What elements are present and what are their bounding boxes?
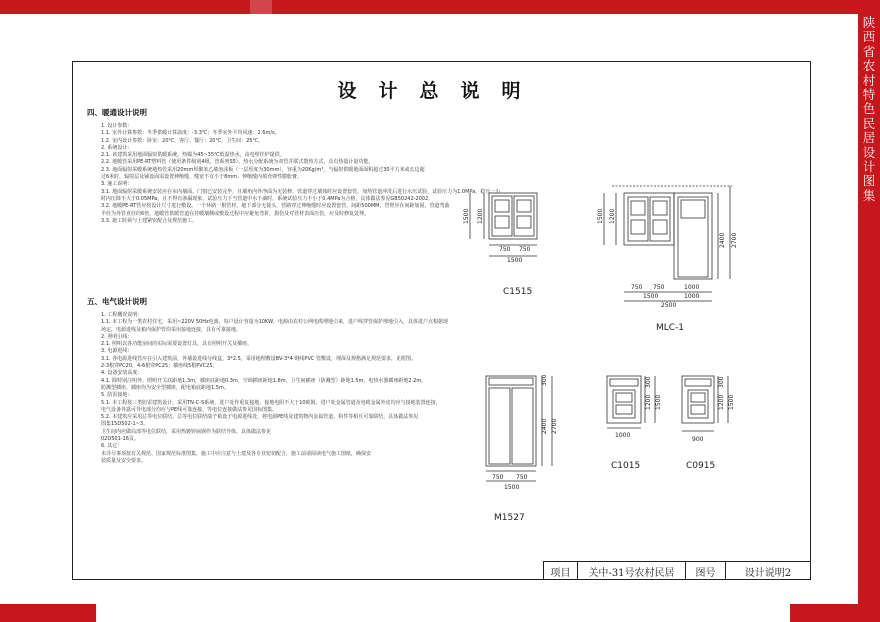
hvac-heading: 四、暖通设计说明 — [87, 108, 147, 117]
main-title: 设计总说明 — [337, 80, 543, 102]
electrical-text-line: 卫生间内应做局部等电位联结，采用热镀锌扁钢作为联结导体，具体做法参见 — [101, 428, 272, 435]
hvac-text-line: 2. 系统设计： — [101, 144, 133, 151]
electrical-text-line: 未详尽事项按有关规范、国家规范标准图集，施工中应注意与土建及各专业密切配合，施工前请阅读电气施工图纸，确保安 — [101, 450, 372, 457]
electrical-text-line: 电气设备外露可导电部分均应与PE线可靠连接，等电位连接做法参见国标图集。 — [101, 406, 278, 413]
electrical-text-line: 2.1. 照明以各功能房间的实际需要设置灯具，具有照明开关及插座。 — [101, 341, 253, 348]
c1515-width-1: 750 — [499, 246, 511, 253]
electrical-text-line: 1. 工程概况说明： — [101, 312, 143, 318]
mlc1-elevation — [604, 186, 732, 301]
c0915-height-3: 1500 — [728, 394, 735, 410]
m1527-total-width: 1500 — [504, 484, 520, 491]
hvac-text-line: 2.3. 地面辐射采暖系统地热管采用20mm厚聚苯乙烯泡沫板（一层厚度为30mm），容重为20Kg/m³，当辐射供暖地面面积超过30平方米或长边超 — [101, 166, 425, 173]
electrical-heading: 五、电气设计说明 — [87, 297, 147, 306]
hvac-text-line: 3.1. 地面辐射采暖系统安装应在室内墙面、门窗已安装完毕，且墙角内外净面为无装修，管道穿过墙体时应设置套管，加热管道冲洗后进行水压试验，试验压力为1.0MPa，稳压一小 — [101, 188, 501, 195]
electrical-text-line: 3. 电源进线： — [101, 348, 133, 355]
hvac-text-line: 2.1. 该建筑采用地面辐射供暖系统，热媒为45~35℃低温热水，由电壁挂炉提供。 — [101, 152, 285, 159]
electrical-text-line: 5.1. 本工程按三类防雷建筑设计，采用TN-C-S系统，进户处作重复接地，接地电阻不大于10欧姆，进户处金属管道及电缆金属外皮均应与接地装置连接， — [101, 399, 441, 406]
mlc1-width-3: 1000 — [684, 284, 700, 291]
mlc1-width-1: 750 — [631, 284, 643, 291]
electrical-text-line: 场定，电源进线及箱内保护管均采用接地连接，具有可靠接地。 — [101, 326, 242, 333]
c1015-height-2: 1200 — [645, 394, 652, 410]
mlc1-left-height-2: 1200 — [609, 208, 616, 224]
electrical-text-line: 2-3根穿PC20，4-6根穿PC25；插座线5根PVC25。 — [101, 363, 218, 370]
mlc1-left-height-1: 1500 — [597, 208, 604, 224]
c1515-height-2: 1500 — [463, 208, 470, 224]
c1015-height-1: 300 — [645, 376, 652, 388]
m1527-height-2: 2400 — [541, 418, 548, 434]
hvac-text-line: 时内压降不大于0.05MPa，且不得有渗漏现象。试验压力下当管道中水不滴时，系统试验压力不小于0.4MPa为合格，具体做法参见GB50242-2002。 — [101, 195, 434, 202]
c1515-width-2: 750 — [519, 246, 531, 253]
hvac-text-line: 1. 设计参数： — [101, 123, 133, 129]
c0915-label: C0915 — [686, 461, 716, 471]
mlc1-width-2: 750 — [653, 284, 665, 291]
mlc1-subtotal-1: 1500 — [643, 293, 659, 300]
electrical-text-line: 4. 设备安装高度： — [101, 370, 143, 377]
hvac-text-line: 过6米时，辐射层及铺设面需设置伸缩缝，缝宽不宜小于8mm，伸缩缝内填充弹性膨胀膏。 — [101, 174, 303, 181]
m1527-width-1: 750 — [492, 474, 504, 481]
m1527-height-3: 2700 — [551, 418, 558, 434]
hvac-text-line: 3.2. 地暖PE-RT管应按设计尺寸进行敷设。一个环路一根管材，地下部分无接头，管路穿过伸缩缝时应设置套管，间距500MM，管壁应在间距加固。管道弯曲 — [101, 203, 450, 210]
hvac-text-line: 2.2. 地暖管采用PE-RT塑料管（使用条件级别4级，管系列S5），热水分配系统为双管并联式散热方式，具有热量计量功能。 — [101, 159, 374, 166]
hvac-text-line: 1.2. 室内设计参数：卧室：20℃，客厅、餐厅：20℃，卫生间：25℃。 — [101, 137, 264, 144]
m1527-height-1: 300 — [541, 374, 548, 386]
c0915-height-2: 1200 — [718, 394, 725, 410]
c0915-height-1: 300 — [718, 376, 725, 388]
electrical-text-line: 3.1. 各电源进线管应在引入建筑前，外墙设进线分线盒，3*2.5，采用地埋敷设BV-3*4 钢线PVC 管敷设，埋深及规格满足规范要求，见附图。 — [101, 355, 416, 362]
electrical-text-line: 4.1. 除特别注明外，照明开关底距地1.3m，插座底距地0.3m，空调插座距地1.8m，卫生间插座（防溅型）距地1.5m，电热水器插座距地2.2m。 — [101, 377, 427, 384]
mlc1-right-height-1: 2400 — [719, 232, 726, 248]
m1527-width-2: 750 — [516, 474, 528, 481]
project-label: 项目 — [544, 562, 578, 580]
c1015-height-3: 1500 — [655, 394, 662, 410]
mlc1-total-width: 2500 — [661, 302, 677, 309]
c1015-label: C1015 — [611, 461, 641, 471]
hvac-text-line: 半径为外管直径的6倍，地暖管供暖管道在挂暖墙侧或敷设过程中应避免弯折，损伤及对管材表面压伤，应及时修复处理。 — [101, 210, 370, 217]
c1015-total-width: 1000 — [615, 432, 631, 439]
hvac-text-line: 3.3. 施工时须与土建紧密配合及规范施工。 — [101, 217, 198, 224]
electrical-text-line: 装质量及安全要求。 — [101, 457, 147, 464]
c1515-total-width: 1500 — [507, 257, 523, 264]
drawing-number-value: 设计说明2 — [726, 562, 811, 580]
hvac-text-line: 3. 施工说明： — [101, 181, 133, 188]
electrical-text-line: 防溅型插座，插座均为安全型插座，配电箱底距地1.5m。 — [101, 384, 229, 391]
electrical-text-line: 5. 防雷接地： — [101, 392, 133, 399]
side-title: 陕西省农村特色民居设计图集 — [862, 15, 876, 203]
project-value: 关中-31号农村民居 — [578, 562, 686, 580]
drawing-number-label: 图号 — [686, 562, 726, 580]
c1515-label: C1515 — [503, 287, 533, 297]
title-block — [543, 561, 811, 580]
electrical-text-line: 图集15D502-1~3。 — [101, 421, 149, 428]
electrical-text-line: 6. 其它： — [101, 443, 123, 450]
mlc1-subtotal-2: 1000 — [684, 293, 700, 300]
c0915-total-width: 900 — [692, 436, 704, 443]
electrical-text-line: 1.1. 本工程为一类农村住宅，采用~220V 50Hz电源，每户设计容量为10KW，电源由农村公网电缆埋地引来，进户线穿管保护埋地引入，具体进户点根据现 — [101, 319, 449, 326]
mlc1-right-height-2: 2700 — [731, 232, 738, 248]
electrical-text-line: 5.2. 本建筑应采用总等电位联结，总等电位联结端子箱设于电源进线处，将电源PE线及建筑物内金属管道、构件等相互可靠联结，具体做法参见 — [101, 414, 419, 421]
hvac-text-line: 1.1. 室外计算参数：冬季供暖计算温度：-3.3℃；冬季室外平均风速：2.6m/s。 — [101, 130, 280, 137]
c1515-height-1: 1200 — [477, 208, 484, 224]
m1527-label: M1527 — [494, 513, 525, 523]
mlc1-label: MLC-1 — [656, 323, 685, 333]
electrical-text-line: 02D501-16页。 — [101, 436, 139, 443]
electrical-text-line: 2. 照明引线： — [101, 333, 133, 340]
